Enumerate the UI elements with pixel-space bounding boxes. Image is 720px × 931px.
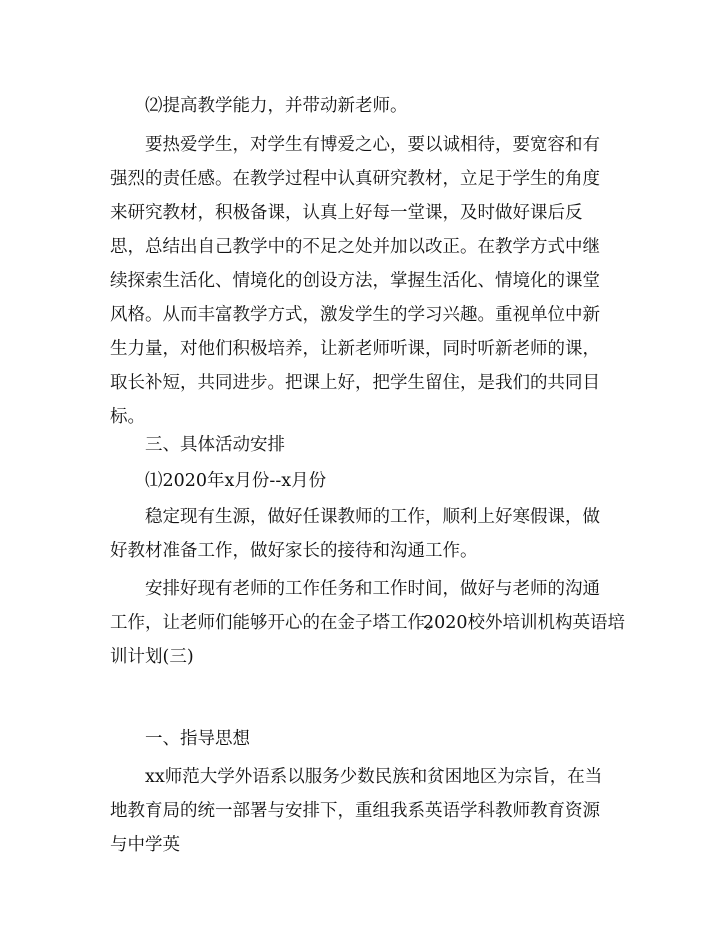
next-document-title-part-2: 训计划(三) (110, 647, 194, 667)
paragraph-students: 稳定现有生源，做好任课教师的工作，顺利上好寒假课，做好教材准备工作，做好家长的接待和沟通工作。 (110, 507, 600, 561)
paragraph-teaching: 要热爱学生，对学生有博爱之心，要以诚相待，要宽容和有强烈的责任感。在教学过程中认真研究教材，立足于学生的角度来研究教材，积极备课，认真上好每一堂课，及时做好课后反思，总结出自己教学中的不足之处并加以改正。在教学方式中继续探索生活化、情境化的创设方法，掌握生活化、情境化的课堂风格。从而丰富教学方式，激发学生的学习兴趣。重视单位中新生力量，对他们积极培养，让新老师听课，同时听新老师的课，取长补短，共同进步。把课上好，把学生留住，是我们的共同目标。 (110, 135, 600, 427)
item-1-heading: ⑴2020年x月份--x月份 (145, 471, 327, 491)
next-document-title-part-1: 2020校外培训机构英语培 (423, 613, 626, 633)
section-1-heading: 一、指导思想 (145, 729, 250, 749)
section-3-heading: 三、具体活动安排 (145, 435, 285, 455)
item-2-heading: ⑵提高教学能力，并带动新老师。 (145, 96, 408, 116)
paragraph-teachers: 安排好现有老师的工作任务和工作时间，做好与老师的沟通工作，让老师们能够开心的在金子塔工作。 (110, 579, 600, 633)
paragraph-guiding: xx师范大学外语系以服务少数民族和贫困地区为宗旨，在当地教育局的统一部署与安排下，重组我系英语学科教师教育资源与中学英 (110, 767, 603, 855)
